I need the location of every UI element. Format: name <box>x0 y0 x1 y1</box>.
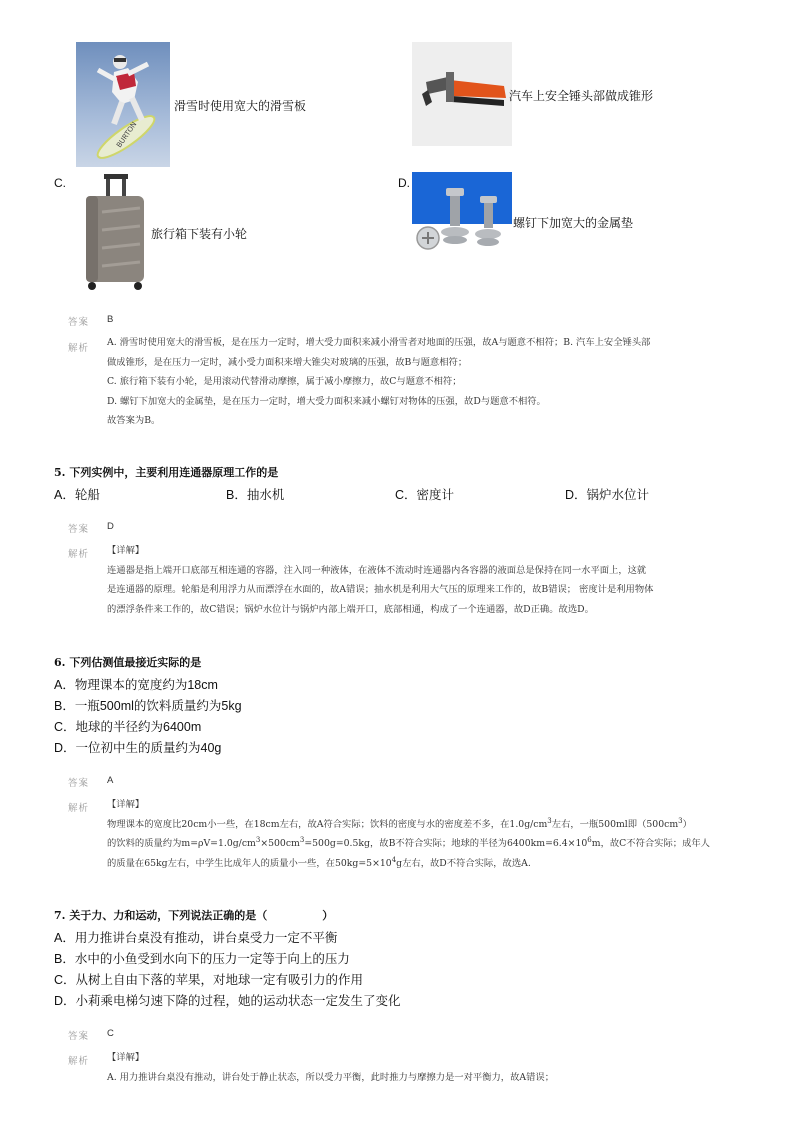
q5-option-b[interactable]: B．抽水机 <box>226 488 285 502</box>
q5-explanation <box>107 541 653 619</box>
q4-answer-label: 答案 <box>68 317 90 328</box>
q5-explanation-line: 连通器是指上端开口底部互相连通的容器，注入同一种液体，在液体不流动时连通器内各容器的液面总是保持在同一水平面上，这就 <box>107 564 647 576</box>
screws-washers-image <box>412 172 512 258</box>
q7-explanation-label: 解析 <box>68 1056 90 1067</box>
q6-explanation-line: 的质量在65kg左右，中学生比成年人的质量小一些，在$50kg=5\times 10^4g$左右，故D不符合实际，故选A. <box>107 855 531 869</box>
q5-explanation-line: 的漂浮条件来工作的，故C错误；锅炉水位计与锅炉内部上端开口，底部相通，构成了一个连通器，故D正确。故选D。 <box>107 603 594 615</box>
suitcase-image <box>76 172 148 292</box>
q4-option-a[interactable] <box>76 42 316 168</box>
q4-option-b-caption: 汽车上安全锤头部做成锥形 <box>509 89 654 103</box>
q5-option-d[interactable]: D．锅炉水位计 <box>565 488 650 502</box>
q4-explanation-line: 做成锥形，是在压力一定时，减小受力面积来增大锥尖对玻璃的压强，故B与题意相符； <box>107 356 468 368</box>
snowboarder-image <box>76 42 170 167</box>
q4-explanation <box>107 333 650 431</box>
q7-option-a[interactable]: A．用力推讲台桌没有推动，讲台桌受力一定不平衡 <box>54 931 338 945</box>
q6-title: 6. 下列估测值最接近实际的是 <box>54 656 202 669</box>
q4-option-d[interactable] <box>412 172 652 262</box>
q5-title: 5. 下列实例中，主要利用连通器原理工作的是 <box>54 466 279 479</box>
q5-answer-label: 答案 <box>68 524 90 535</box>
q6-option-c[interactable]: C．地球的半径约为6400m <box>54 720 202 734</box>
q6-explanation-line: 物理课本的宽度比20cm小一些，在18cm左右，故A符合实际；饮料的密度与水的密度差不多，在$1.0g/cm^3$左右，一瓶500ml即$(500cm^3)$ <box>107 816 692 830</box>
safety-hammer-image <box>412 42 512 146</box>
q4-option-b[interactable] <box>412 42 672 147</box>
q7-detail-tag: 【详解】 <box>107 1052 145 1063</box>
q4-option-c-label: C. <box>54 176 66 190</box>
q7-answer-label: 答案 <box>68 1031 90 1042</box>
q4-explanation-label: 解析 <box>68 343 90 354</box>
q6-option-d[interactable]: D．一位初中生的质量约为40g <box>54 741 222 755</box>
q4-explanation-line: C. 旅行箱下装有小轮，是用滚动代替滑动摩擦，属于减小摩擦力，故C与题意不相符； <box>107 376 462 387</box>
q6-explanation-label: 解析 <box>68 803 90 814</box>
q5-explanation-label: 解析 <box>68 549 90 560</box>
q5-detail-tag: 【详解】 <box>107 545 145 556</box>
q7-option-d[interactable]: D．小莉乘电梯匀速下降的过程，她的运动状态一定发生了变化 <box>54 994 401 1008</box>
q7-answer-value: C <box>107 1028 114 1039</box>
q4-option-d-caption: 螺钉下加宽大的金属垫 <box>513 216 634 230</box>
q6-explanation-line: 的饮料的质量约为$m=\rho V=1.0g/cm^3\times 500cm^3=500g=0.5kg$，故B不符合实际；地球的半径为$6400km=6.4\times 10^6m$，故C不符合实际；成年人 <box>107 835 710 849</box>
q4-explanation-line: D. 螺钉下加宽大的金属垫，是在压力一定时，增大受力面积来减小螺钉对物体的压强，故D与题意不相符。 <box>107 395 546 407</box>
q7-option-b[interactable]: B．水中的小鱼受到水向下的压力一定等于向上的压力 <box>54 952 350 966</box>
q6-answer-value: A <box>107 775 114 786</box>
q6-option-b[interactable]: B．一瓶500ml的饮料质量约为5kg <box>54 699 242 713</box>
q7-title: 7. 关于力、力和运动，下列说法正确的是（ ） <box>54 909 334 922</box>
q4-option-d-label: D. <box>398 176 410 190</box>
q5-explanation-line: 是连通器的原理。轮船是利用浮力从而漂浮在水面的，故A错误；抽水机是利用大气压的原理来工作的，故B错误； 密度计是利用物体 <box>107 584 654 595</box>
q4-option-c[interactable] <box>76 172 276 294</box>
q6-option-a[interactable]: A．物理课本的宽度约为18cm <box>54 678 218 692</box>
q4-explanation-line: A. 滑雪时使用宽大的滑雪板，是在压力一定时，增大受力面积来减小滑雪者对地面的压强，故A与题意不相符；B. 汽车上安全锤头部 <box>107 337 651 348</box>
q6-answer-label: 答案 <box>68 778 90 789</box>
q4-explanation-line: 故答案为B。 <box>107 415 161 426</box>
q5-option-c[interactable]: C．密度计 <box>395 488 455 502</box>
q6-detail-tag: 【详解】 <box>107 799 145 810</box>
q4-answer-value: B <box>107 314 114 325</box>
q7-explanation-line: A. 用力推讲台桌没有推动，讲台处于静止状态，所以受力平衡，此时推力与摩擦力是一对平衡力，故A错误； <box>107 1071 554 1083</box>
q6-explanation <box>107 795 710 873</box>
q7-explanation <box>107 1048 554 1087</box>
q5-answer-value: D <box>107 521 114 532</box>
q5-option-a[interactable]: A．轮船 <box>54 488 100 502</box>
svg-text:BURTON: BURTON <box>115 120 139 150</box>
q4-option-c-caption: 旅行箱下装有小轮 <box>151 227 248 241</box>
q7-option-c[interactable]: C．从树上自由下落的苹果，对地球一定有吸引力的作用 <box>54 973 364 987</box>
q4-option-a-caption: 滑雪时使用宽大的滑雪板 <box>174 99 307 113</box>
